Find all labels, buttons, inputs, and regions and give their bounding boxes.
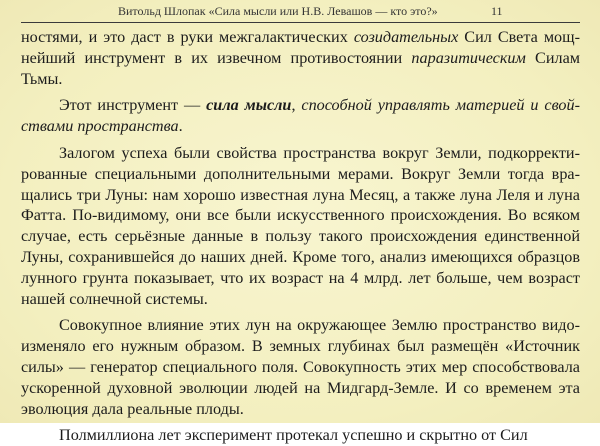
paragraph-2-run-3: ,	[291, 96, 302, 115]
paragraph-4	[21, 315, 580, 419]
paragraph-5-run-1: Полмиллиона лет эксперимент протекал успешно и скрытно от Сил	[59, 426, 528, 445]
page-number: 11	[491, 4, 503, 18]
paragraph-5	[21, 425, 580, 446]
paragraph-1-run-5: Силам Тьмы.	[21, 48, 581, 88]
header-title: Витольд Шлопак «Сила мысли или Н.В. Левашов — кто это?»	[118, 4, 438, 18]
running-header	[0, 0, 600, 22]
paragraph-2-run-1: Этот инструмент —	[59, 96, 207, 115]
paragraph-2-run-2: сила мысли	[206, 96, 292, 115]
paragraph-2	[21, 95, 580, 137]
paragraph-4-run-1: Совокупное влияние этих лун на окружающее Землю пространство видоизменяло его нужным образом. В земных глубинах был размещён «Источник силы» — генератор специального поля. Совокупность этих мер способствовала ускоренной духовной эволюции людей на Мидгард-Земле. И со временем эта эволюция дала реальные плоды.	[21, 316, 580, 418]
body-text	[21, 27, 580, 446]
paragraph-1-run-1: ностями, и это даст в руки межгалактических	[21, 28, 354, 46]
paragraph-2-run-4: способной управлять материей и свойствами пространства	[21, 96, 580, 136]
paragraph-1-run-3: Сил Света мощнейший инструмент в их извечном противостоянии	[21, 28, 581, 67]
paragraph-2-run-5: .	[178, 117, 183, 136]
paragraph-3	[21, 143, 580, 309]
header-rule	[21, 22, 580, 23]
paragraph-1-run-4: паразитическим	[411, 48, 526, 67]
paragraph-1	[21, 27, 580, 89]
paragraph-3-run-1: Залогом успеха были свойства пространства вокруг Земли, подкорректированные специальными дополнительными мерами. Вокруг Земли тогда вращались три Луны: нам хорошо известная луна Месяц, а также луна Леля и луна Фатта. По-видимому, они все были искусственного происхождения. Во всяком случае, есть серьёзные данные в пользу такого происхождения единственной Луны, сохранившейся до наших дней. Кроме того, анализ имеющихся образцов лунного грунта показывает, что их возраст на 4 млрд. лет больше, чем возраст нашей солнечной системы.	[21, 143, 580, 308]
paragraph-1-run-2: созидательных	[353, 28, 459, 46]
